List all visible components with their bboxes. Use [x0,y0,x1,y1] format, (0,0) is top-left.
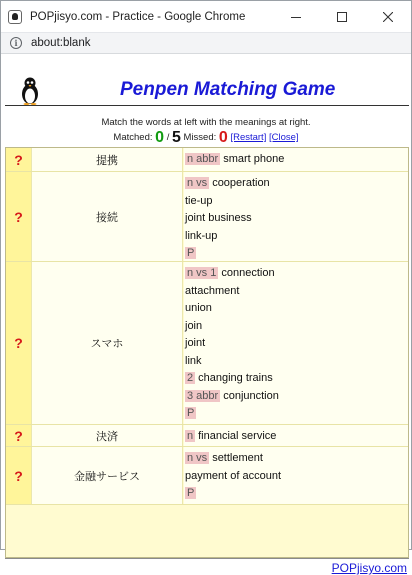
part-of-speech-tag: n abbr [187,153,219,165]
score-line [1,129,411,147]
meaning-line [185,151,408,169]
maximize-icon [337,12,347,22]
part-of-speech-tag: n vs 1 [187,267,217,279]
match-board [5,147,409,558]
match-row [6,447,408,505]
meaning-line [185,193,408,211]
meaning-line [185,318,408,336]
penguin-icon [20,77,40,105]
minimize-button[interactable] [273,1,319,32]
meaning-line [185,428,408,446]
meaning-cell[interactable] [184,425,408,446]
maximize-button[interactable] [319,1,365,32]
match-row [6,172,408,262]
meaning-cell[interactable] [184,447,408,504]
meaning-text: changing trains [198,372,273,384]
part-of-speech-tag: 3 abbr [187,389,219,402]
game-header [1,72,411,105]
close-icon [383,12,393,22]
meaning-text: joint [185,337,206,349]
question-mark-icon[interactable]: ? [6,425,31,446]
match-row [6,148,408,172]
part-of-speech-tag: P [187,487,195,499]
address-bar[interactable] [1,32,411,54]
game-title: Penpen Matching Game [120,79,336,100]
question-mark-icon[interactable]: ? [6,172,31,261]
part-of-speech-tag: P [187,247,195,259]
meaning-line [185,335,408,353]
meaning-text: join [185,319,203,332]
meaning-text: link-up [185,229,218,242]
meaning-text: conjunction [223,389,279,402]
meaning-cell[interactable] [184,172,408,261]
meaning-text: cooperation [212,177,270,189]
header-divider [5,105,409,106]
page-content [1,55,411,575]
meaning-line [185,485,408,503]
meaning-line [185,450,408,468]
url-text[interactable]: about:blank [31,37,91,49]
popjisyo-link[interactable]: POPjisyo.com [331,561,407,575]
meaning-text: smart phone [223,153,285,165]
part-of-speech-tag: n [187,430,194,442]
footer-divider [5,558,409,559]
meaning-line [185,370,408,388]
close-window-button[interactable] [365,1,411,32]
site-info-icon[interactable]: i [10,37,22,49]
meaning-line [185,265,408,283]
meaning-text: tie-up [185,194,213,207]
close-link[interactable]: [Close] [268,132,299,143]
meaning-text: joint business [185,212,252,224]
instructions: Match the words at left with the meanings at right. [101,117,311,128]
meaning-text: payment of account [185,469,282,482]
meaning-line [185,405,408,423]
site-favicon-icon [8,10,22,24]
meaning-line [185,210,408,228]
score-separator: / [166,132,170,143]
meaning-text: financial service [198,430,277,442]
matched-count: 0 [155,129,165,146]
meaning-text: settlement [212,452,263,464]
restart-link[interactable]: [Restart] [230,132,267,143]
part-of-speech-tag: n vs [187,452,208,464]
word-cell[interactable]: スマホ [31,262,183,424]
part-of-speech-tag: 2 [187,372,194,384]
part-of-speech-tag: P [187,407,195,419]
meaning-line [185,283,408,301]
question-mark-icon[interactable]: ? [6,447,31,504]
meaning-line [185,245,408,263]
minimize-icon [291,12,301,22]
matched-label: Matched: [113,132,153,143]
match-row [6,262,408,425]
meaning-text: link [185,354,202,367]
meaning-text: connection [221,267,275,279]
meaning-cell[interactable] [184,148,408,171]
meaning-cell[interactable] [184,262,408,424]
part-of-speech-tag: n vs [187,177,208,189]
word-cell[interactable]: 提携 [31,148,183,171]
meaning-line [185,468,408,486]
window-title: POPjisyo.com - Practice - Google Chrome [30,10,246,23]
word-cell[interactable]: 接続 [31,172,183,261]
meaning-line [185,388,408,406]
match-row [6,425,408,447]
meaning-line [185,300,408,318]
word-cell[interactable]: 決済 [31,425,183,446]
word-cell[interactable]: 金融サービス [31,447,183,504]
total-count: 5 [171,129,181,146]
window-controls [273,1,411,32]
missed-label: Missed: [183,132,217,143]
meaning-text: attachment [185,284,240,297]
meaning-text: union [185,302,212,314]
meaning-line [185,228,408,246]
meaning-line [185,175,408,193]
question-mark-icon[interactable]: ? [6,262,31,424]
missed-count: 0 [218,129,228,146]
question-mark-icon[interactable]: ? [6,148,31,171]
meaning-line [185,353,408,371]
title-bar [1,1,411,32]
